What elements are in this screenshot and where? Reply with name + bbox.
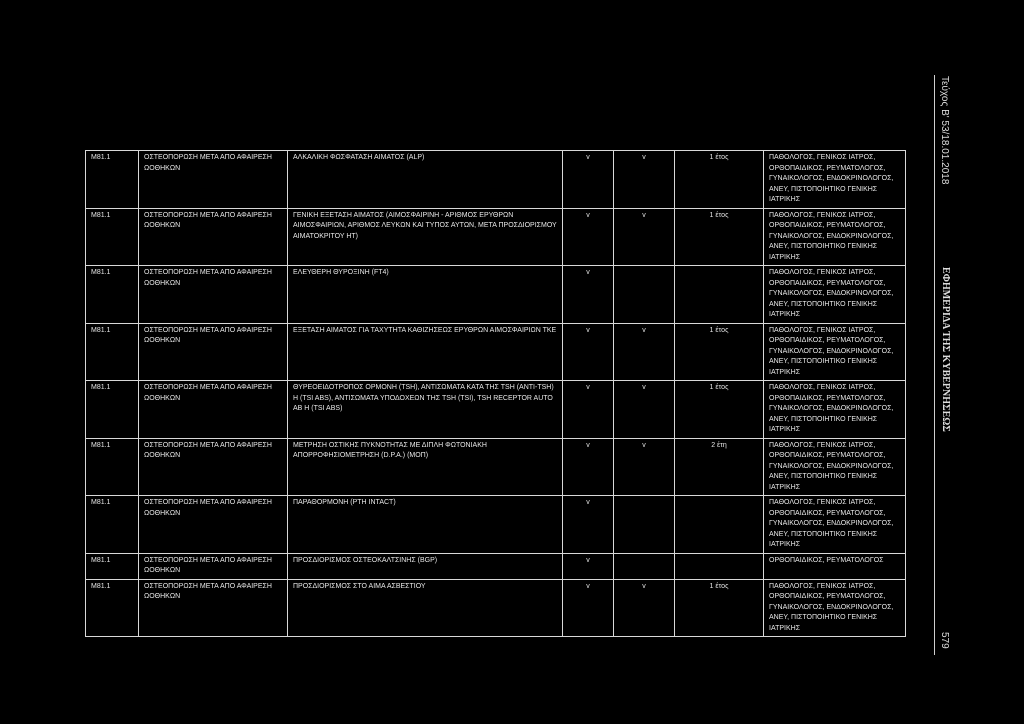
row-period: [675, 553, 764, 579]
row-specialties: ΠΑΘΟΛΟΓΟΣ, ΓΕΝΙΚΟΣ ΙΑΤΡΟΣ, ΟΡΘΟΠΑΙΔΙΚΟΣ, ΡΕΥΜΑΤΟΛΟΓΟΣ, ΓΥΝΑΙΚΟΛΟΓΟΣ, ΕΝΔΟΚΡΙΝΟΛΟΓΟΣ, ΑΝΕΥ, ΠΙΣΤΟΠΟΙΗΤΙΚΟ ΓΕΝΙΚΗΣ ΙΑΤΡΙΚΗΣ: [764, 208, 906, 266]
header-rule: [934, 75, 935, 655]
row-check-2: [614, 266, 675, 324]
row-code: M81.1: [86, 323, 139, 381]
row-code: M81.1: [86, 151, 139, 209]
row-check-2: v: [614, 208, 675, 266]
row-period: [675, 496, 764, 554]
gazette-title: ΕΦΗΜΕΡΙΔΑ ΤΗΣ ΚΥΒΕΡΝΗΣΕΩΣ: [940, 267, 951, 432]
row-check-2: [614, 553, 675, 579]
row-check-1: v: [563, 496, 614, 554]
table-row: [86, 553, 906, 579]
row-diagnosis: ΟΣΤΕΟΠΟΡΩΣΗ ΜΕΤΑ ΑΠΟ ΑΦΑΙΡΕΣΗ ΩΟΘΗΚΩΝ: [139, 208, 288, 266]
row-exam: ΓΕΝΙΚΗ ΕΞΕΤΑΣΗ ΑΙΜΑΤΟΣ (ΑΙΜΟΣΦΑΙΡΙΝΗ - ΑΡΙΘΜΟΣ ΕΡΥΘΡΩΝ ΑΙΜΟΣΦΑΙΡΙΩΝ, ΑΡΙΘΜΟΣ ΛΕΥΚΩΝ ΚΑΙ ΤΥΠΟΣ ΑΥΤΩΝ, ΜΕΤΑ ΠΡΟΣΔΙΟΡΙΣΜΟΥ ΑΙΜΑΤΟΚΡΙΤΟΥ HT): [288, 208, 563, 266]
row-diagnosis: ΟΣΤΕΟΠΟΡΩΣΗ ΜΕΤΑ ΑΠΟ ΑΦΑΙΡΕΣΗ ΩΟΘΗΚΩΝ: [139, 266, 288, 324]
row-check-2: v: [614, 323, 675, 381]
row-exam: ΘΥΡΕΟΕΙΔΟΤΡΟΠΟΣ ΟΡΜΟΝΗ (TSH), ΑΝΤΙΣΩΜΑΤΑ ΚΑΤΑ ΤΗΣ TSH (ANTI-TSH) Η (TSI ABS), ΑΝΤΙΣΩΜΑΤΑ ΥΠΟΔΟΧΕΩΝ ΤΗΣ TSH (TSI), TSH RECEPTOR AUTO AB H (TSI ABS): [288, 381, 563, 439]
row-diagnosis: ΟΣΤΕΟΠΟΡΩΣΗ ΜΕΤΑ ΑΠΟ ΑΦΑΙΡΕΣΗ ΩΟΘΗΚΩΝ: [139, 579, 288, 637]
row-code: M81.1: [86, 266, 139, 324]
row-specialties: ΠΑΘΟΛΟΓΟΣ, ΓΕΝΙΚΟΣ ΙΑΤΡΟΣ, ΟΡΘΟΠΑΙΔΙΚΟΣ, ΡΕΥΜΑΤΟΛΟΓΟΣ, ΓΥΝΑΙΚΟΛΟΓΟΣ, ΕΝΔΟΚΡΙΝΟΛΟΓΟΣ, ΑΝΕΥ, ΠΙΣΤΟΠΟΙΗΤΙΚΟ ΓΕΝΙΚΗΣ ΙΑΤΡΙΚΗΣ: [764, 151, 906, 209]
row-check-1: v: [563, 208, 614, 266]
row-diagnosis: ΟΣΤΕΟΠΟΡΩΣΗ ΜΕΤΑ ΑΠΟ ΑΦΑΙΡΕΣΗ ΩΟΘΗΚΩΝ: [139, 323, 288, 381]
row-check-1: v: [563, 266, 614, 324]
row-check-2: v: [614, 579, 675, 637]
row-specialties: ΠΑΘΟΛΟΓΟΣ, ΓΕΝΙΚΟΣ ΙΑΤΡΟΣ, ΟΡΘΟΠΑΙΔΙΚΟΣ, ΡΕΥΜΑΤΟΛΟΓΟΣ, ΓΥΝΑΙΚΟΛΟΓΟΣ, ΕΝΔΟΚΡΙΝΟΛΟΓΟΣ, ΑΝΕΥ, ΠΙΣΤΟΠΟΙΗΤΙΚΟ ΓΕΝΙΚΗΣ ΙΑΤΡΙΚΗΣ: [764, 266, 906, 324]
exams-table: [85, 150, 906, 637]
page-number: 579: [939, 632, 950, 649]
row-check-2: v: [614, 151, 675, 209]
row-exam: ΕΛΕΥΘΕΡΗ ΘΥΡΟΞΙΝΗ (FT4): [288, 266, 563, 324]
row-check-2: v: [614, 381, 675, 439]
row-period: 1 έτος: [675, 579, 764, 637]
row-code: M81.1: [86, 496, 139, 554]
row-period: 1 έτος: [675, 381, 764, 439]
row-check-1: v: [563, 151, 614, 209]
row-exam: ΠΑΡΑΘΟΡΜΟΝΗ (PTH INTACT): [288, 496, 563, 554]
row-diagnosis: ΟΣΤΕΟΠΟΡΩΣΗ ΜΕΤΑ ΑΠΟ ΑΦΑΙΡΕΣΗ ΩΟΘΗΚΩΝ: [139, 553, 288, 579]
row-specialties: ΠΑΘΟΛΟΓΟΣ, ΓΕΝΙΚΟΣ ΙΑΤΡΟΣ, ΟΡΘΟΠΑΙΔΙΚΟΣ, ΡΕΥΜΑΤΟΛΟΓΟΣ, ΓΥΝΑΙΚΟΛΟΓΟΣ, ΕΝΔΟΚΡΙΝΟΛΟΓΟΣ, ΑΝΕΥ, ΠΙΣΤΟΠΟΙΗΤΙΚΟ ΓΕΝΙΚΗΣ ΙΑΤΡΙΚΗΣ: [764, 496, 906, 554]
row-exam: ΑΛΚΑΛΙΚΗ ΦΩΣΦΑΤΑΣΗ ΑΙΜΑΤΟΣ (ALP): [288, 151, 563, 209]
row-period: 2 έτη: [675, 438, 764, 496]
row-period: 1 έτος: [675, 208, 764, 266]
table-row: [86, 496, 906, 554]
row-code: M81.1: [86, 579, 139, 637]
row-diagnosis: ΟΣΤΕΟΠΟΡΩΣΗ ΜΕΤΑ ΑΠΟ ΑΦΑΙΡΕΣΗ ΩΟΘΗΚΩΝ: [139, 151, 288, 209]
row-check-1: v: [563, 553, 614, 579]
row-specialties: ΠΑΘΟΛΟΓΟΣ, ΓΕΝΙΚΟΣ ΙΑΤΡΟΣ, ΟΡΘΟΠΑΙΔΙΚΟΣ, ΡΕΥΜΑΤΟΛΟΓΟΣ, ΓΥΝΑΙΚΟΛΟΓΟΣ, ΕΝΔΟΚΡΙΝΟΛΟΓΟΣ, ΑΝΕΥ, ΠΙΣΤΟΠΟΙΗΤΙΚΟ ΓΕΝΙΚΗΣ ΙΑΤΡΙΚΗΣ: [764, 323, 906, 381]
row-check-2: v: [614, 438, 675, 496]
row-diagnosis: ΟΣΤΕΟΠΟΡΩΣΗ ΜΕΤΑ ΑΠΟ ΑΦΑΙΡΕΣΗ ΩΟΘΗΚΩΝ: [139, 381, 288, 439]
table-row: [86, 266, 906, 324]
row-exam: ΠΡΟΣΔΙΟΡΙΣΜΟΣ ΣΤΟ ΑΙΜΑ ΑΣΒΕΣΤΙΟΥ: [288, 579, 563, 637]
row-check-1: v: [563, 323, 614, 381]
row-specialties: ΠΑΘΟΛΟΓΟΣ, ΓΕΝΙΚΟΣ ΙΑΤΡΟΣ, ΟΡΘΟΠΑΙΔΙΚΟΣ, ΡΕΥΜΑΤΟΛΟΓΟΣ, ΓΥΝΑΙΚΟΛΟΓΟΣ, ΕΝΔΟΚΡΙΝΟΛΟΓΟΣ, ΑΝΕΥ, ΠΙΣΤΟΠΟΙΗΤΙΚΟ ΓΕΝΙΚΗΣ ΙΑΤΡΙΚΗΣ: [764, 579, 906, 637]
row-period: 1 έτος: [675, 323, 764, 381]
row-specialties: ΠΑΘΟΛΟΓΟΣ, ΓΕΝΙΚΟΣ ΙΑΤΡΟΣ, ΟΡΘΟΠΑΙΔΙΚΟΣ, ΡΕΥΜΑΤΟΛΟΓΟΣ, ΓΥΝΑΙΚΟΛΟΓΟΣ, ΕΝΔΟΚΡΙΝΟΛΟΓΟΣ, ΑΝΕΥ, ΠΙΣΤΟΠΟΙΗΤΙΚΟ ΓΕΝΙΚΗΣ ΙΑΤΡΙΚΗΣ: [764, 438, 906, 496]
row-exam: ΠΡΟΣΔΙΟΡΙΣΜΟΣ ΟΣΤΕΟΚΑΛΤΣΙΝΗΣ (BGP): [288, 553, 563, 579]
row-diagnosis: ΟΣΤΕΟΠΟΡΩΣΗ ΜΕΤΑ ΑΠΟ ΑΦΑΙΡΕΣΗ ΩΟΘΗΚΩΝ: [139, 496, 288, 554]
row-check-1: v: [563, 438, 614, 496]
table-row: [86, 579, 906, 637]
row-specialties: ΟΡΘΟΠΑΙΔΙΚΟΣ, ΡΕΥΜΑΤΟΛΟΓΟΣ: [764, 553, 906, 579]
row-code: M81.1: [86, 381, 139, 439]
row-check-2: [614, 496, 675, 554]
issue-label: Τεύχος Β' 53/18.01.2018: [939, 76, 950, 185]
table-row: [86, 151, 906, 209]
row-code: M81.1: [86, 438, 139, 496]
table-row: [86, 208, 906, 266]
row-check-1: v: [563, 579, 614, 637]
row-exam: ΕΞΕΤΑΣΗ ΑΙΜΑΤΟΣ ΓΙΑ ΤΑΧΥΤΗΤΑ ΚΑΘΙΖΗΣΕΩΣ ΕΡΥΘΡΩΝ ΑΙΜΟΣΦΑΙΡΙΩΝ ΤΚΕ: [288, 323, 563, 381]
table-row: [86, 323, 906, 381]
row-code: M81.1: [86, 208, 139, 266]
table-row: [86, 438, 906, 496]
row-exam: ΜΕΤΡΗΣΗ ΟΣΤΙΚΗΣ ΠΥΚΝΟΤΗΤΑΣ ΜΕ ΔΙΠΛΗ ΦΩΤΟΝΙΑΚΗ ΑΠΟΡΡΟΦΗΣΙΟΜΕΤΡΗΣΗ (D.P.A.) (ΜΟΠ): [288, 438, 563, 496]
row-period: 1 έτος: [675, 151, 764, 209]
row-period: [675, 266, 764, 324]
row-check-1: v: [563, 381, 614, 439]
row-diagnosis: ΟΣΤΕΟΠΟΡΩΣΗ ΜΕΤΑ ΑΠΟ ΑΦΑΙΡΕΣΗ ΩΟΘΗΚΩΝ: [139, 438, 288, 496]
row-specialties: ΠΑΘΟΛΟΓΟΣ, ΓΕΝΙΚΟΣ ΙΑΤΡΟΣ, ΟΡΘΟΠΑΙΔΙΚΟΣ, ΡΕΥΜΑΤΟΛΟΓΟΣ, ΓΥΝΑΙΚΟΛΟΓΟΣ, ΕΝΔΟΚΡΙΝΟΛΟΓΟΣ, ΑΝΕΥ, ΠΙΣΤΟΠΟΙΗΤΙΚΟ ΓΕΝΙΚΗΣ ΙΑΤΡΙΚΗΣ: [764, 381, 906, 439]
row-code: M81.1: [86, 553, 139, 579]
table-row: [86, 381, 906, 439]
